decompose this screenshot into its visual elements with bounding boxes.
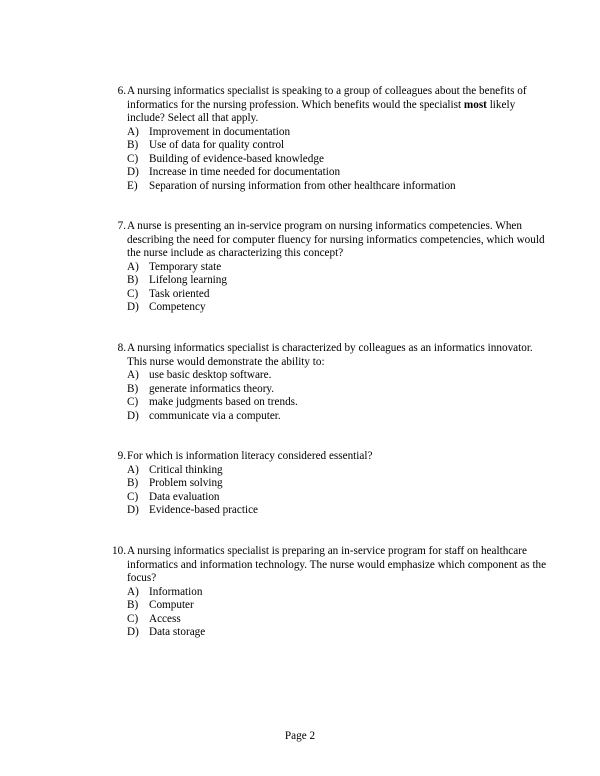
answer-option xyxy=(127,166,549,180)
option-letter: D) xyxy=(127,301,139,313)
option-text: Data evaluation xyxy=(149,490,220,503)
answer-option xyxy=(127,301,549,315)
answer-options xyxy=(127,369,549,423)
option-letter: B) xyxy=(127,382,139,395)
answer-option xyxy=(127,383,549,397)
answer-option xyxy=(127,369,549,383)
answer-option xyxy=(127,586,549,600)
option-letter: A) xyxy=(127,585,139,598)
question-number: 10. xyxy=(112,545,126,557)
option-letter: D) xyxy=(127,504,139,516)
question-text-part: A nursing informatics specialist is speaking to a group of colleagues about the benefits of informatics for the nursing profession. Which benefits would the specialist xyxy=(127,85,527,111)
answer-options xyxy=(127,126,549,194)
option-letter: C) xyxy=(127,490,139,503)
option-letter: A) xyxy=(127,125,139,138)
question-8 xyxy=(109,342,549,423)
question-number: 6. xyxy=(117,85,126,97)
answer-option xyxy=(127,288,549,302)
option-text: Lifelong learning xyxy=(149,274,227,286)
option-text: Information xyxy=(149,585,203,598)
option-text: communicate via a computer. xyxy=(149,409,281,422)
option-letter: D) xyxy=(127,626,139,638)
option-letter: A) xyxy=(127,369,139,381)
answer-option xyxy=(127,180,549,194)
option-letter: D) xyxy=(127,409,139,422)
option-letter: B) xyxy=(127,599,139,611)
answer-option xyxy=(127,274,549,288)
option-text: Access xyxy=(149,612,181,625)
option-text: Increase in time needed for documentation xyxy=(149,166,341,178)
question-7 xyxy=(109,220,549,315)
option-letter: A) xyxy=(127,463,139,476)
option-text: Use of data for quality control xyxy=(149,139,285,151)
option-text: Separation of nursing information from other healthcare information xyxy=(149,179,456,192)
answer-options xyxy=(127,261,549,315)
answer-option xyxy=(127,626,549,640)
option-letter: A) xyxy=(127,260,139,273)
option-text: Task oriented xyxy=(149,287,210,300)
option-letter: C) xyxy=(127,152,139,165)
answer-options xyxy=(127,464,549,518)
question-text: A nurse is presenting an in-service program on nursing informatics competencies. When describing the need for computer fluency for nursing informatics competencies, which would the nurse include as characterizing this concept? xyxy=(127,220,545,259)
option-letter: D) xyxy=(127,166,139,178)
option-letter: B) xyxy=(127,274,139,286)
answer-option xyxy=(127,261,549,275)
answer-option xyxy=(127,153,549,167)
option-text: use basic desktop software. xyxy=(149,369,272,381)
option-letter: E) xyxy=(127,179,138,192)
question-text: For which is information literacy considered essential? xyxy=(127,450,373,462)
option-text: Temporary state xyxy=(149,260,222,273)
option-text: Problem solving xyxy=(149,477,223,489)
option-text: Critical thinking xyxy=(149,463,223,476)
answer-option xyxy=(127,599,549,613)
question-text: A nursing informatics specialist is preparing an in-service program for staff on healthcare informatics and information technology. The nurse would emphasize which component as the focus? xyxy=(127,545,547,584)
option-letter: C) xyxy=(127,396,139,408)
question-text xyxy=(127,85,549,126)
question-text-emphasis: most xyxy=(463,98,487,111)
answer-option xyxy=(127,410,549,424)
option-text: make judgments based on trends. xyxy=(149,396,298,408)
question-9 xyxy=(109,450,549,518)
answer-option xyxy=(127,126,549,140)
answer-options xyxy=(127,586,549,640)
option-text: Evidence-based practice xyxy=(149,504,259,516)
option-text: generate informatics theory. xyxy=(149,382,275,395)
option-letter: C) xyxy=(127,612,139,625)
page-number: Page 2 xyxy=(284,730,316,742)
question-6 xyxy=(109,85,549,193)
answer-option xyxy=(127,504,549,518)
option-letter: B) xyxy=(127,139,139,151)
question-10 xyxy=(109,545,549,640)
question-number: 8. xyxy=(117,342,126,354)
answer-option xyxy=(127,139,549,153)
question-text: A nursing informatics specialist is characterized by colleagues as an informatics innovator. This nurse would demonstrate the ability to: xyxy=(127,342,533,368)
option-text: Improvement in documentation xyxy=(149,125,291,138)
question-text-part: likely include? Select all that apply. xyxy=(127,98,516,124)
option-text: Competency xyxy=(149,301,206,313)
answer-option xyxy=(127,464,549,478)
answer-option xyxy=(127,613,549,627)
option-text: Computer xyxy=(149,599,194,611)
option-text: Building of evidence-based knowledge xyxy=(149,152,324,165)
question-number: 7. xyxy=(117,220,126,232)
question-number: 9. xyxy=(117,450,126,462)
answer-option xyxy=(127,477,549,491)
option-letter: B) xyxy=(127,477,139,489)
answer-option xyxy=(127,491,549,505)
answer-option xyxy=(127,396,549,410)
option-letter: C) xyxy=(127,287,139,300)
option-text: Data storage xyxy=(149,626,206,638)
